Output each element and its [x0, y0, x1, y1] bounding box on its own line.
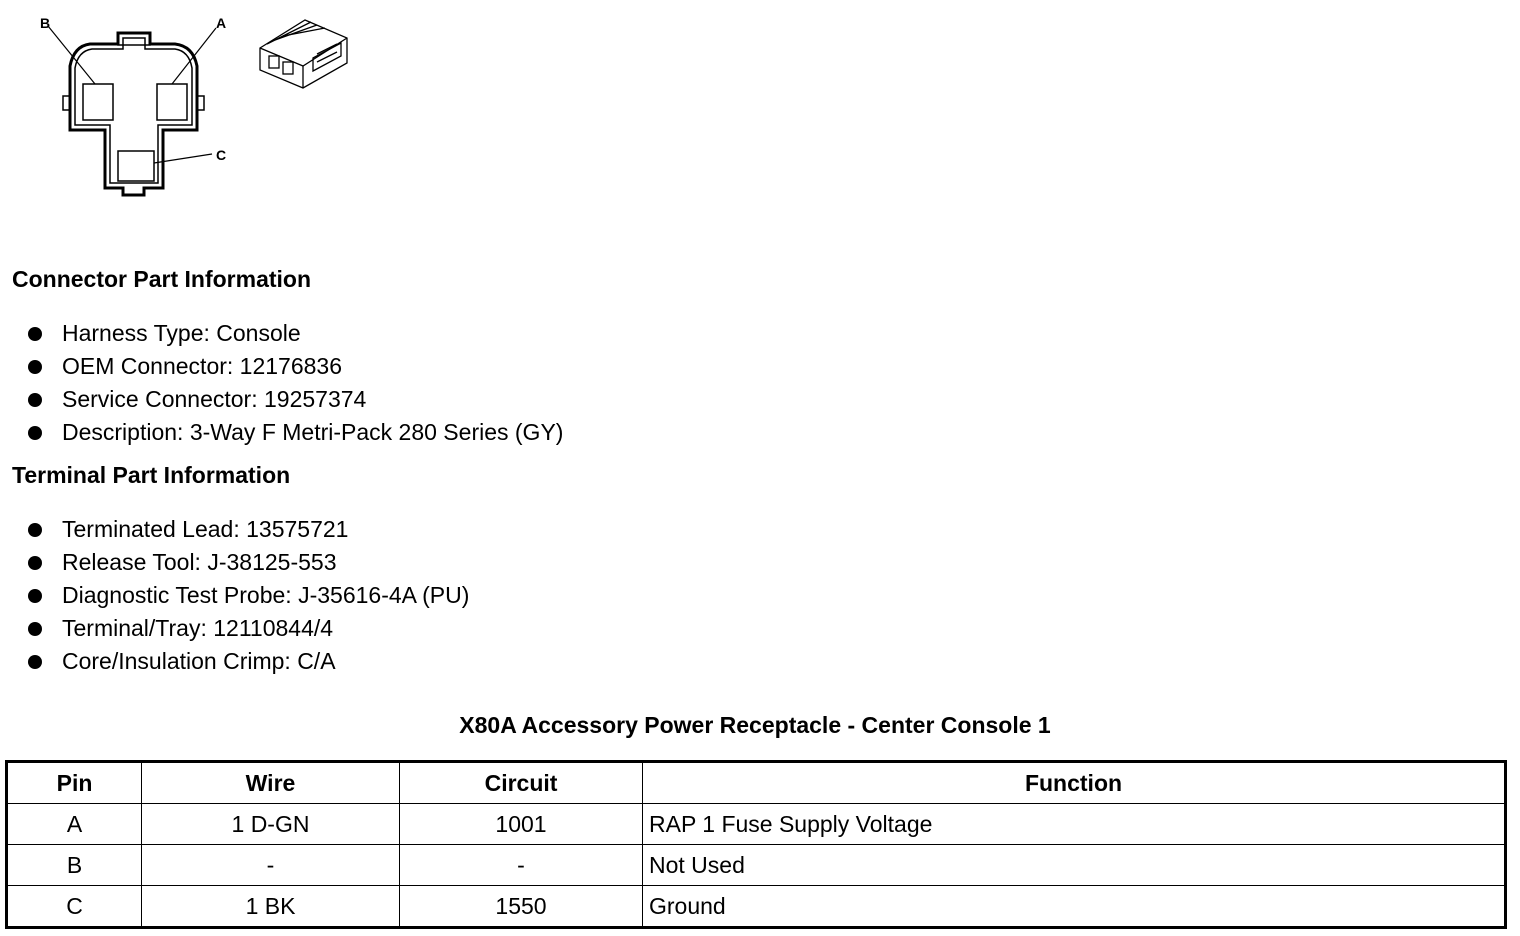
- cavity-label-a: A: [216, 15, 227, 31]
- cell-circuit: 1001: [400, 804, 643, 845]
- list-item: Core/Insulation Crimp: C/A: [28, 645, 469, 678]
- table-row: [7, 886, 1506, 928]
- cell-function: RAP 1 Fuse Supply Voltage: [643, 804, 1506, 845]
- bullet-icon: [28, 622, 42, 636]
- bullet-icon: [28, 327, 42, 341]
- header-wire: Wire: [142, 762, 400, 804]
- terminal-info-heading: Terminal Part Information: [12, 462, 291, 488]
- cell-function: Ground: [643, 886, 1506, 928]
- table-row: [7, 804, 1506, 845]
- pin-table: [5, 760, 1507, 929]
- cell-pin: C: [7, 886, 142, 928]
- cell-function: Not Used: [643, 845, 1506, 886]
- list-item: Service Connector: 19257374: [28, 383, 563, 416]
- bullet-icon: [28, 360, 42, 374]
- bullet-icon: [28, 589, 42, 603]
- connector-info-list: [28, 317, 563, 449]
- list-item: Description: 3-Way F Metri-Pack 280 Series (GY): [28, 416, 563, 449]
- bullet-icon: [28, 393, 42, 407]
- table-title: X80A Accessory Power Receptacle - Center Console 1: [459, 712, 1051, 738]
- cell-wire: -: [142, 845, 400, 886]
- bullet-icon: [28, 655, 42, 669]
- list-item: Diagnostic Test Probe: J-35616-4A (PU): [28, 579, 469, 612]
- cell-pin: A: [7, 804, 142, 845]
- header-circuit: Circuit: [400, 762, 643, 804]
- cell-circuit: -: [400, 845, 643, 886]
- cell-wire: 1 D-GN: [142, 804, 400, 845]
- cell-pin: B: [7, 845, 142, 886]
- header-pin: Pin: [7, 762, 142, 804]
- list-item: Release Tool: J-38125-553: [28, 546, 469, 579]
- list-item: OEM Connector: 12176836: [28, 350, 563, 383]
- cell-circuit: 1550: [400, 886, 643, 928]
- list-item: Terminated Lead: 13575721: [28, 513, 469, 546]
- header-function: Function: [643, 762, 1506, 804]
- cavity-label-b: B: [40, 15, 51, 31]
- terminal-info-list: [28, 513, 469, 678]
- bullet-icon: [28, 556, 42, 570]
- cavity-label-c: C: [216, 147, 227, 163]
- list-item: Harness Type: Console: [28, 317, 563, 350]
- connector-face-diagram: [30, 8, 240, 208]
- bullet-icon: [28, 426, 42, 440]
- connector-info-heading: Connector Part Information: [12, 266, 312, 292]
- table-row: [7, 845, 1506, 886]
- table-header-row: [7, 762, 1506, 804]
- connector-thumbnail: [255, 8, 355, 93]
- cell-wire: 1 BK: [142, 886, 400, 928]
- list-item: Terminal/Tray: 12110844/4: [28, 612, 469, 645]
- bullet-icon: [28, 523, 42, 537]
